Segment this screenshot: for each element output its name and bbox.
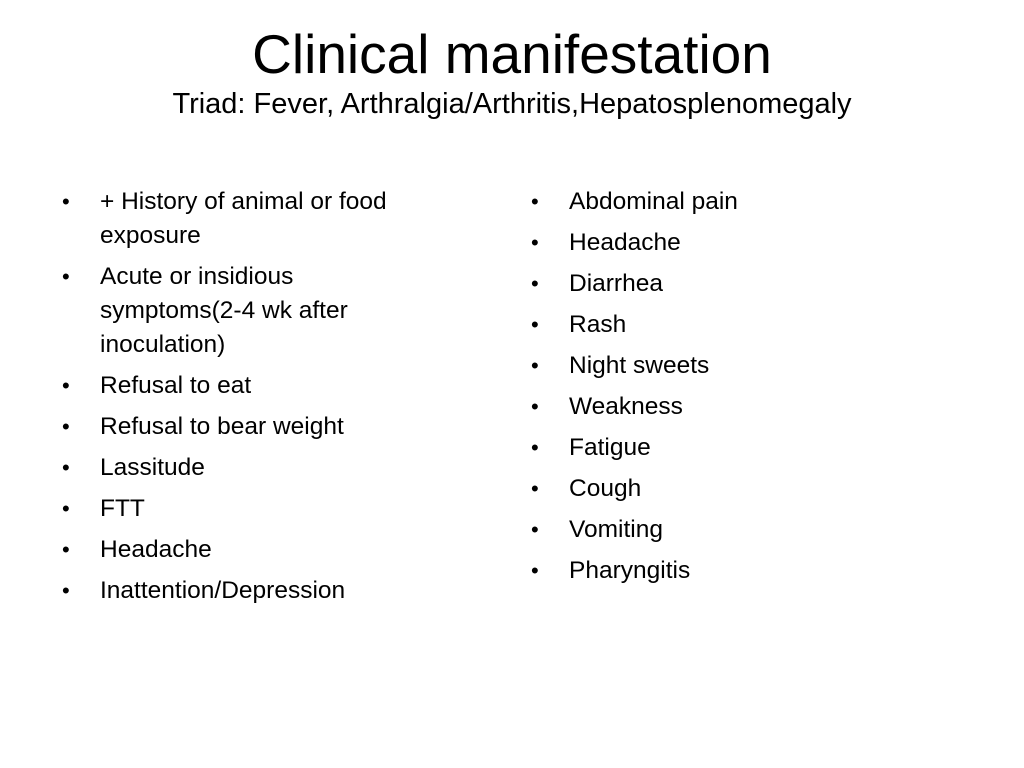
list-item-text: Acute or insidious symptoms(2-4 wk after inoculation) <box>100 263 348 358</box>
list-item-text: Pharyngitis <box>569 557 691 584</box>
list-item <box>531 554 931 588</box>
bullet-icon: • <box>531 312 539 337</box>
list-item-text: Weakness <box>569 393 683 420</box>
bullet-icon: • <box>531 189 539 214</box>
list-item <box>531 349 931 383</box>
list-item-text: Lassitude <box>100 454 205 481</box>
right-bullet-list <box>531 185 931 595</box>
bullet-icon: • <box>531 271 539 296</box>
list-item <box>62 369 462 403</box>
list-item-text: Fatigue <box>569 434 651 461</box>
list-item-text: Vomiting <box>569 516 663 543</box>
bullet-icon: • <box>62 264 70 289</box>
list-item <box>62 574 462 608</box>
list-item-text: Refusal to bear weight <box>100 413 344 440</box>
list-item-text: Cough <box>569 475 642 502</box>
list-item <box>531 308 931 342</box>
list-item <box>62 410 462 444</box>
list-item <box>531 472 931 506</box>
list-item-text: Diarrhea <box>569 270 663 297</box>
bullet-icon: • <box>62 496 70 521</box>
list-item <box>531 431 931 465</box>
list-item-text: Headache <box>100 536 212 563</box>
slide-subtitle: Triad: Fever, Arthralgia/Arthritis,Hepatosplenomegaly <box>172 88 852 120</box>
list-item <box>62 185 445 253</box>
bullet-icon: • <box>531 476 539 501</box>
bullet-icon: • <box>531 230 539 255</box>
bullet-icon: • <box>531 353 539 378</box>
list-item-text: + History of animal or food exposure <box>100 188 387 249</box>
bullet-icon: • <box>62 373 70 398</box>
bullet-icon: • <box>62 414 70 439</box>
bullet-icon: • <box>62 537 70 562</box>
list-item-text: Night sweets <box>569 352 710 379</box>
left-bullet-list <box>62 185 462 615</box>
list-item <box>62 260 400 362</box>
list-item <box>62 451 462 485</box>
list-item <box>62 533 462 567</box>
list-item-text: Refusal to eat <box>100 372 252 399</box>
list-item-text: FTT <box>100 495 145 522</box>
list-item <box>531 390 931 424</box>
bullet-icon: • <box>531 394 539 419</box>
list-item <box>531 267 931 301</box>
list-item-text: Abdominal pain <box>569 188 738 215</box>
title-block <box>0 22 1024 122</box>
bullet-icon: • <box>62 578 70 603</box>
bullet-icon: • <box>531 558 539 583</box>
slide-title: Clinical manifestation <box>252 23 772 85</box>
list-item <box>62 492 462 526</box>
list-item <box>531 513 931 547</box>
bullet-icon: • <box>62 189 70 214</box>
bullet-icon: • <box>531 435 539 460</box>
list-item-text: Inattention/Depression <box>100 577 346 604</box>
list-item <box>531 185 931 219</box>
list-item-text: Headache <box>569 229 681 256</box>
list-item-text: Rash <box>569 311 627 338</box>
list-item <box>531 226 931 260</box>
bullet-icon: • <box>62 455 70 480</box>
bullet-icon: • <box>531 517 539 542</box>
